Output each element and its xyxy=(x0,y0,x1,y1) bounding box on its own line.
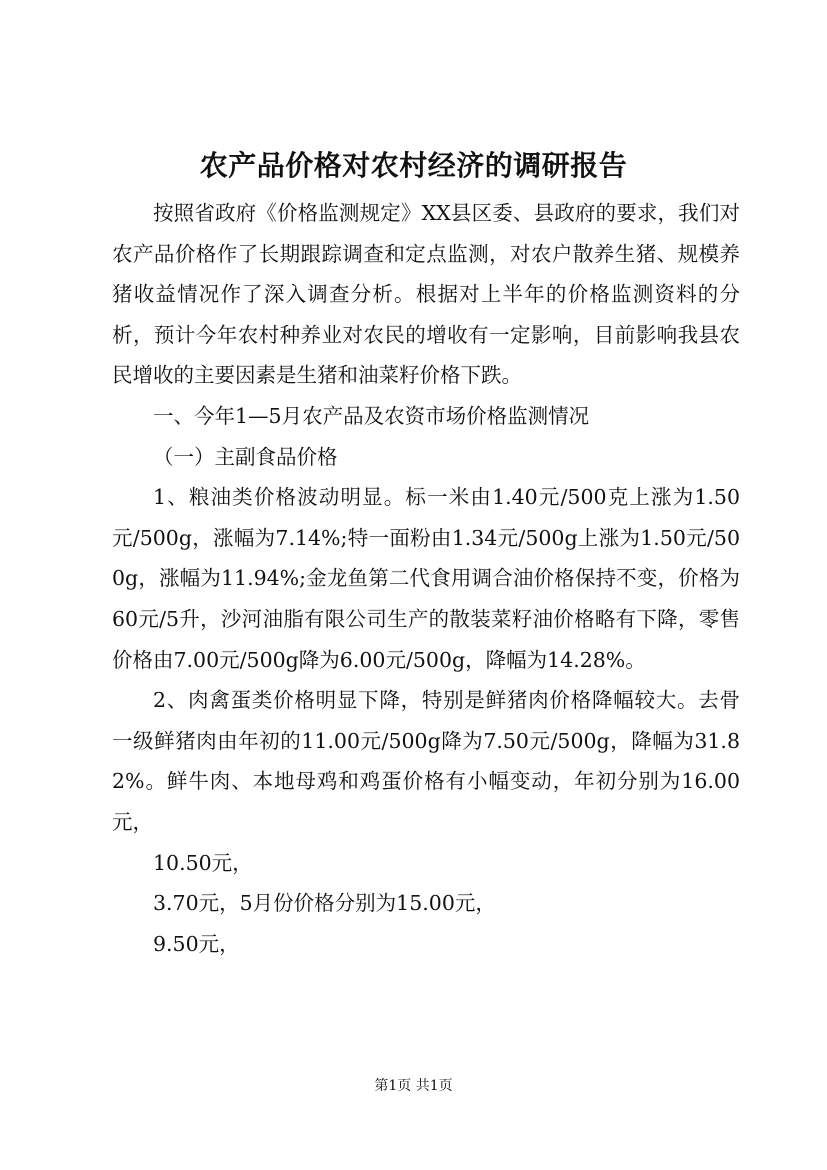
price-line: 10.50元， xyxy=(153,850,253,875)
price-line: 9.50元， xyxy=(153,931,240,956)
section-heading: 一、今年1—5月农产品及农资市场价格监测情况 xyxy=(153,403,590,428)
grain-oil-paragraph: 1、粮油类价格波动明显。标一米由1.40元/500克上涨为1.50元/500g，涨幅为7.14%;特一面粉由1.34元/500g上涨为1.50元/500g，涨幅为11.94%;金龙鱼第二代食用调合油价格保持不变，价格为60元/5升，沙河油脂有限公司生产的散装菜籽油价格略有下降，零售价格由7.00元/500g降为6.00元/500g，降幅为14.28%。 xyxy=(112,485,740,672)
document-body xyxy=(112,193,740,964)
intro-paragraph: 按照省政府《价格监测规定》XX县区委、县政府的要求，我们对农产品价格作了长期跟踪调查和定点监测，对农户散养生猪、规模养猪收益情况作了深入调查分析。根据对上半年的价格监测资料的分析，预计今年农村种养业对农民的增收有一定影响，目前影响我县农民增收的主要因素是生猪和油菜籽价格下跌。 xyxy=(112,201,740,388)
meat-egg-paragraph: 2、肉禽蛋类价格明显下降，特别是鲜猪肉价格降幅较大。去骨一级鲜猪肉由年初的11.00元/500g降为7.50元/500g，降幅为31.82%。鲜牛肉、本地母鸡和鸡蛋价格有小幅变动，年初分别为16.00元， xyxy=(112,688,740,834)
price-line: 3.70元，5月份价格分别为15.00元， xyxy=(153,891,496,916)
document-title: 农产品价格对农村经济的调研报告 xyxy=(199,149,628,182)
subsection-heading: （一）主副食品价格 xyxy=(153,444,338,469)
page-number-footer: 第1页 共1页 xyxy=(374,1078,453,1094)
